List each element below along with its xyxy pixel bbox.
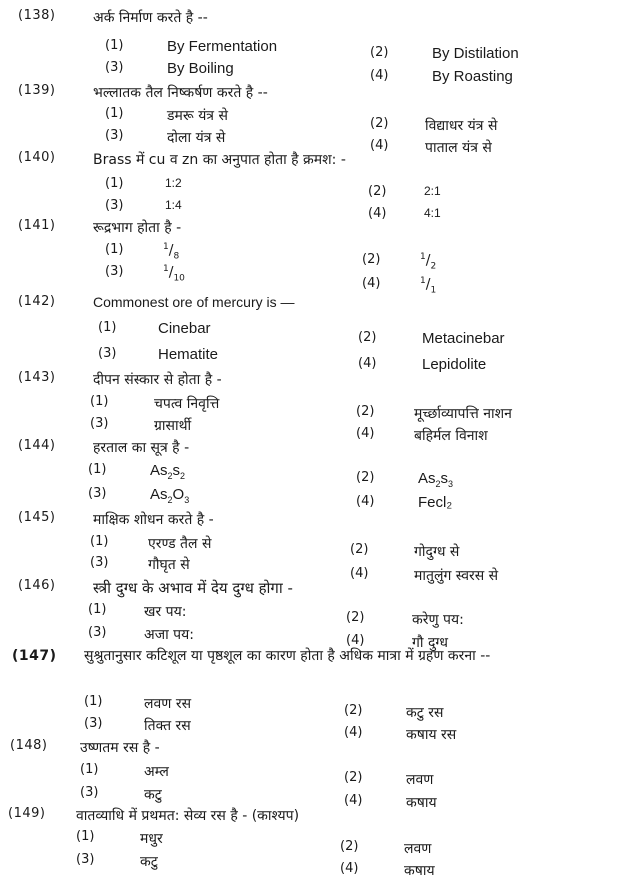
formula-part: s bbox=[172, 462, 181, 479]
option-text: गौ दुग्ध bbox=[412, 635, 448, 651]
option-index: (3) bbox=[105, 60, 124, 75]
question-number: (148) bbox=[10, 738, 48, 753]
question-number: (140) bbox=[18, 150, 56, 165]
option-text: कटु रस bbox=[406, 705, 444, 721]
option-index: (4) bbox=[344, 725, 363, 740]
question-number: (146) bbox=[18, 578, 56, 593]
question-text: उष्णतम रस है - bbox=[80, 740, 160, 756]
option-index: (1) bbox=[90, 394, 109, 409]
option-index: (2) bbox=[350, 542, 369, 557]
fraction-numerator: 1 bbox=[163, 264, 169, 274]
option-text: लवण रस bbox=[144, 696, 192, 712]
option-index: (2) bbox=[356, 404, 375, 419]
option-text: विद्याधर यंत्र से bbox=[425, 118, 498, 134]
option-index: (4) bbox=[362, 276, 381, 291]
question-number: (142) bbox=[18, 294, 56, 309]
option-index: (1) bbox=[105, 38, 124, 53]
option-text: मधुर bbox=[140, 831, 163, 847]
option-text: लवण bbox=[404, 841, 432, 857]
option-text: लवण bbox=[406, 772, 434, 788]
question-number: (139) bbox=[18, 83, 56, 98]
option-index: (3) bbox=[98, 346, 117, 361]
option-text: डमरू यंत्र से bbox=[167, 108, 228, 124]
option-text: Cinebar bbox=[158, 320, 211, 337]
option-text: Fecl₂ bbox=[418, 494, 453, 511]
option-text: अम्ल bbox=[144, 764, 169, 780]
option-index: (1) bbox=[105, 242, 124, 257]
option-index: (1) bbox=[98, 320, 117, 335]
option-text: Hematite bbox=[158, 346, 219, 363]
option-index: (2) bbox=[362, 252, 381, 267]
fraction-numerator: 1 bbox=[163, 242, 169, 252]
option-index: (4) bbox=[370, 68, 389, 83]
formula-part: As bbox=[418, 470, 436, 487]
option-text: 1:2 bbox=[165, 176, 182, 190]
question-text: सुश्रुतानुसार कटिशूल या पृष्ठशूल का कारण होता है अधिक मात्रा में ग्रहण करना -- bbox=[84, 648, 491, 664]
option-index: (4) bbox=[344, 793, 363, 808]
option-index: (1) bbox=[88, 462, 107, 477]
option-text: कषाय bbox=[406, 795, 437, 811]
fraction-numerator: 1 bbox=[420, 252, 426, 262]
fraction-denominator: 2 bbox=[430, 261, 437, 272]
option-index: (4) bbox=[358, 356, 377, 371]
formula-part: O bbox=[172, 486, 185, 503]
option-text: By Fermentation bbox=[167, 38, 278, 55]
option-index: (1) bbox=[88, 602, 107, 617]
option-text: कटु bbox=[140, 854, 158, 870]
option-text: मातुलुंग स्वरस से bbox=[414, 568, 499, 584]
option-index: (3) bbox=[88, 625, 107, 640]
question-text: भल्लातक तैल निष्कर्षण करते है -- bbox=[93, 85, 268, 101]
formula-part: s bbox=[440, 470, 449, 487]
option-text: एरण्ड तैल से bbox=[148, 536, 212, 552]
option-text: Metacinebar bbox=[422, 330, 505, 347]
option-text: गौघृत से bbox=[148, 557, 190, 573]
option-index: (2) bbox=[344, 703, 363, 718]
option-index: (2) bbox=[368, 184, 387, 199]
option-index: (4) bbox=[350, 566, 369, 581]
option-index: (2) bbox=[370, 45, 389, 60]
option-index: (3) bbox=[88, 486, 107, 501]
formula-subscript: 3 bbox=[448, 479, 454, 489]
question-text: स्त्री दुग्ध के अभाव में देय दुग्ध होगा - bbox=[93, 579, 293, 597]
option-index: (3) bbox=[76, 852, 95, 867]
fraction-denominator: 10 bbox=[173, 273, 185, 284]
option-index: (3) bbox=[80, 785, 99, 800]
question-text: अर्क निर्माण करते है -- bbox=[93, 10, 208, 26]
fraction: $^1/_2$ bbox=[420, 252, 437, 272]
option-text: अजा पय: bbox=[144, 627, 194, 643]
formula-subscript: 2 bbox=[180, 471, 186, 481]
option-index: (1) bbox=[80, 762, 99, 777]
option-text: कषाय रस bbox=[406, 727, 457, 743]
option-text: 2:1 bbox=[424, 184, 441, 198]
option-text: चपत्व निवृत्ति bbox=[154, 396, 220, 412]
option-index: (4) bbox=[356, 494, 375, 509]
option-text: कटु bbox=[144, 787, 162, 803]
formula-subscript: 2 bbox=[435, 479, 441, 489]
question-text: माक्षिक शोधन करते है - bbox=[93, 512, 214, 528]
question-number: (141) bbox=[18, 218, 56, 233]
option-index: (1) bbox=[105, 106, 124, 121]
fraction: $^1/_{10}$ bbox=[163, 264, 185, 284]
option-index: (3) bbox=[90, 416, 109, 431]
option-index: (2) bbox=[356, 470, 375, 485]
option-index: (2) bbox=[340, 839, 359, 854]
question-text: Brass में cu व zn का अनुपात होता है क्रमश: - bbox=[93, 152, 346, 168]
option-index: (3) bbox=[105, 264, 124, 279]
option-text: खर पय: bbox=[144, 604, 187, 620]
question-text: वातव्याधि में प्रथमत: सेव्य रस है - (काश्यप) bbox=[76, 808, 300, 824]
option-index: (4) bbox=[346, 633, 365, 648]
option-index: (3) bbox=[90, 555, 109, 570]
option-text: तिक्त रस bbox=[144, 718, 191, 734]
formula bbox=[150, 486, 189, 505]
option-index: (4) bbox=[368, 206, 387, 221]
option-text: By Distilation bbox=[432, 45, 519, 62]
formula-subscript: 3 bbox=[184, 495, 190, 505]
question-number: (145) bbox=[18, 510, 56, 525]
question-text: दीपन संस्कार से होता है - bbox=[93, 372, 222, 388]
formula-part: As bbox=[150, 462, 168, 479]
option-index: (4) bbox=[356, 426, 375, 441]
fraction: $^1/_1$ bbox=[420, 276, 437, 296]
option-text: कषाय bbox=[404, 863, 435, 879]
option-index: (3) bbox=[105, 128, 124, 143]
option-text: दोला यंत्र से bbox=[167, 130, 226, 146]
option-text: बहिर्मल विनाश bbox=[414, 428, 488, 444]
option-index: (4) bbox=[370, 138, 389, 153]
question-text: रूद्रभाग होता है - bbox=[93, 220, 182, 236]
fraction-denominator: 8 bbox=[173, 251, 180, 262]
option-index: (2) bbox=[370, 116, 389, 131]
question-number: (138) bbox=[18, 8, 56, 23]
question-text: Commonest ore of mercury is — bbox=[93, 294, 295, 310]
option-text: करेणु पय: bbox=[412, 612, 464, 628]
option-index: (1) bbox=[84, 694, 103, 709]
option-index: (3) bbox=[105, 198, 124, 213]
fraction-denominator: 1 bbox=[430, 285, 437, 296]
option-text: गोदुग्ध से bbox=[414, 544, 460, 560]
option-text: पाताल यंत्र से bbox=[425, 140, 492, 156]
formula-subscript: 2 bbox=[167, 495, 173, 505]
option-text: By Roasting bbox=[432, 68, 513, 85]
option-text: 1:4 bbox=[165, 198, 182, 212]
option-index: (3) bbox=[84, 716, 103, 731]
option-index: (2) bbox=[358, 330, 377, 345]
formula bbox=[150, 462, 185, 481]
fraction-numerator: 1 bbox=[420, 276, 426, 286]
question-number: (144) bbox=[18, 438, 56, 453]
option-index: (4) bbox=[340, 861, 359, 876]
question-number: (143) bbox=[18, 370, 56, 385]
option-index: (1) bbox=[105, 176, 124, 191]
option-index: (1) bbox=[90, 534, 109, 549]
fraction: $^1/_8$ bbox=[163, 242, 180, 262]
question-number: (147) bbox=[12, 648, 57, 664]
option-text: By Boiling bbox=[167, 60, 234, 77]
question-number: (149) bbox=[8, 806, 46, 821]
formula-subscript: 2 bbox=[167, 471, 173, 481]
option-index: (2) bbox=[346, 610, 365, 625]
option-index: (2) bbox=[344, 770, 363, 785]
formula-part: As bbox=[150, 486, 168, 503]
option-index: (1) bbox=[76, 829, 95, 844]
option-text: ग्रासार्थी bbox=[154, 418, 192, 434]
option-text: मूर्च्छाव्यापत्ति नाशन bbox=[414, 406, 512, 422]
option-text: Lepidolite bbox=[422, 356, 487, 373]
question-text: हरताल का सूत्र है - bbox=[93, 440, 190, 456]
option-text: 4:1 bbox=[424, 206, 441, 220]
formula bbox=[418, 470, 453, 489]
